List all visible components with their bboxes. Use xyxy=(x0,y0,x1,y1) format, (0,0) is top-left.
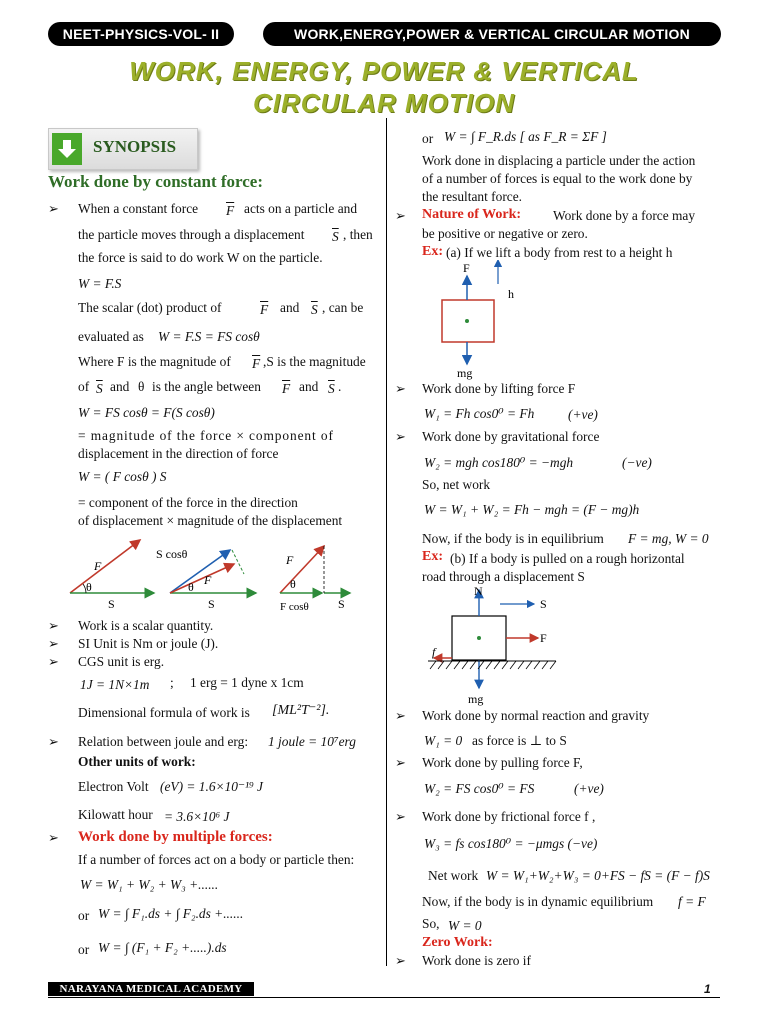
nature-of-work-text: Work done by a force may xyxy=(553,208,696,223)
para1-c: the particle moves through a displacement xyxy=(78,227,305,242)
bullet-arrow-icon: ➢ xyxy=(395,208,406,223)
bullet-arrow-icon: ➢ xyxy=(395,429,406,444)
lift-label-h: h xyxy=(508,287,514,301)
pulling-force-equation: W₂ = FS cos0⁰ = FS xyxy=(424,781,535,796)
header-chapter-label: WORK,ENERGY,POWER & VERTICAL CIRCULAR MOTION xyxy=(263,22,721,46)
para3-a: Where F is the magnitude of xyxy=(78,354,231,369)
para3-d: and xyxy=(110,379,130,394)
net-work-text: So, net work xyxy=(422,477,491,492)
kilowatt-hour-equation: = 3.6×10⁶ J xyxy=(164,809,230,824)
bullet-arrow-icon: ➢ xyxy=(48,201,59,216)
para1-d: , then xyxy=(343,227,373,242)
dynamic-equilibrium-text: Now, if the body is in dynamic equilibrium xyxy=(422,894,654,909)
footer-rule xyxy=(48,997,720,998)
para3-b: ,S is the magnitude xyxy=(263,354,366,369)
electron-volt-text: Electron Volt xyxy=(78,779,149,794)
bullet-arrow-icon: ➢ xyxy=(395,708,406,723)
diagram2-label-F: F xyxy=(204,573,212,587)
diagram3-label-theta: θ xyxy=(290,577,296,591)
diagram3-label-F: F xyxy=(286,553,294,567)
normal-reaction-tail: as force is ⊥ to S xyxy=(472,733,567,748)
example-a-text: (a) If we lift a body from rest to a height h xyxy=(446,245,673,260)
example-label-b: Ex: xyxy=(422,549,443,564)
diagram1-label-S: S xyxy=(108,597,115,611)
other-units-heading: Other units of work: xyxy=(78,754,196,769)
bullet-arrow-icon: ➢ xyxy=(48,654,59,669)
lifting-force-text: Work done by lifting force F xyxy=(422,381,576,396)
diagram2-label-theta: θ xyxy=(188,580,194,594)
lift-label-F: F xyxy=(463,261,470,275)
road-label-mg: mg xyxy=(468,692,484,706)
bullet-arrow-icon: ➢ xyxy=(48,830,59,845)
bullet-arrow-icon: ➢ xyxy=(48,734,59,749)
theta-symbol: θ xyxy=(138,379,145,394)
resultant-para-c: the resultant force. xyxy=(422,189,523,204)
dimension-text: Dimensional formula of work is xyxy=(78,705,250,720)
normal-reaction-text: Work done by normal reaction and gravity xyxy=(422,708,650,723)
para1-a: When a constant force xyxy=(78,201,199,216)
para3-g: and xyxy=(299,379,319,394)
diagram2-label-S: S xyxy=(208,597,215,611)
para1-b: acts on a particle and xyxy=(244,201,358,216)
so-text: So, xyxy=(422,916,440,931)
para2-c: , can be xyxy=(322,300,364,315)
para2-d: evaluated as xyxy=(78,329,144,344)
para4-b: displacement in the direction of force xyxy=(78,446,279,461)
road-label-N: N xyxy=(474,584,483,598)
bullet-arrow-icon: ➢ xyxy=(395,953,406,968)
diagram3-label-S: S xyxy=(338,597,345,611)
page-number: 1 xyxy=(704,982,711,996)
diagram2-label-scos: S cosθ xyxy=(156,547,188,561)
unit-separator: ; xyxy=(170,675,174,690)
net-work-2-text: Net work xyxy=(428,868,479,883)
para3-f: is the angle between xyxy=(152,379,261,394)
bullet-arrow-icon: ➢ xyxy=(395,381,406,396)
para2-b: and xyxy=(280,300,300,315)
diagram1-label-F: F xyxy=(94,559,102,573)
road-label-f: f xyxy=(432,645,436,659)
dimension-formula: [ML²T⁻²]. xyxy=(272,703,330,718)
equilibrium-equation: F = mg, W = 0 xyxy=(628,531,709,546)
footer-academy-label: NARAYANA MEDICAL ACADEMY xyxy=(48,982,254,996)
zero-work-text: Work done is zero if xyxy=(422,953,531,968)
bullet-arrow-icon: ➢ xyxy=(48,636,59,651)
gravitational-force-sign: (−ve) xyxy=(622,455,652,470)
joule-erg-relation: Relation between joule and erg: xyxy=(78,734,249,749)
vector-F-4: $\overline{F}$ xyxy=(282,381,291,396)
resultant-para-a: Work done in displacing a particle under the action xyxy=(422,153,696,168)
para1-e: the force is said to do work W on the particle. xyxy=(78,250,323,265)
gravitational-force-text: Work done by gravitational force xyxy=(422,429,600,444)
bullet-arrow-icon: ➢ xyxy=(395,809,406,824)
example-b-text: (b) If a body is pulled on a rough horizontal xyxy=(450,551,685,566)
road-label-F: F xyxy=(540,631,547,645)
nature-of-work-text-2: be positive or negative or zero. xyxy=(422,226,588,241)
para3-h: . xyxy=(338,379,342,394)
equation-integral-resultant: W = ∫ (F₁ + F₂ +.....).ds xyxy=(98,940,227,955)
vector-S-2: $\overline{S}$ xyxy=(311,302,318,317)
nature-of-work-heading: Nature of Work: xyxy=(422,207,522,222)
example-label-a: Ex: xyxy=(422,244,443,259)
resultant-work-equation: W = ∫ F_R.ds [ as F_R = ΣF ] xyxy=(444,129,607,144)
top-or: or xyxy=(422,131,434,146)
para5-b: of displacement × magnitude of the displacement xyxy=(78,513,343,528)
zero-work-heading: Zero Work: xyxy=(422,935,493,950)
lifting-body-diagram xyxy=(430,260,540,380)
kilowatt-hour-text: Kilowatt hour xyxy=(78,807,153,822)
vector-S-4: $\overline{S}$ xyxy=(328,381,335,396)
bullet-arrow-icon: ➢ xyxy=(48,618,59,633)
para2-a: The scalar (dot) product of xyxy=(78,300,222,315)
rough-road-diagram xyxy=(424,584,564,706)
joule-equation: 1J = 1N×1m xyxy=(80,677,150,692)
road-label-S: S xyxy=(540,597,547,611)
bullet-scalar: Work is a scalar quantity. xyxy=(78,618,214,633)
equilibrium-text: Now, if the body is in equilibrium xyxy=(422,531,604,546)
vector-F-2: $\overline{F}$ xyxy=(260,302,269,317)
or-label-1: or xyxy=(78,908,90,923)
heading-constant-force: Work done by constant force: xyxy=(48,172,264,191)
example-b-text-2: road through a displacement S xyxy=(422,569,585,584)
heading-multiple-forces: Work done by multiple forces: xyxy=(78,829,273,845)
para4-a: = magnitude of the force × component of xyxy=(78,428,334,443)
diagram1-label-theta: θ xyxy=(86,580,92,594)
equation-w-fs: W = F.S xyxy=(78,276,122,291)
or-label-2: or xyxy=(78,942,90,957)
vector-S: $\overline{S}$ xyxy=(332,229,339,244)
vector-S-3: $\overline{S}$ xyxy=(96,381,103,396)
page-title-line-2: CIRCULAR MOTION xyxy=(253,88,515,118)
dynamic-equilibrium-equation: f = F xyxy=(678,894,706,909)
joule-erg-equation: 1 joule = 10⁷erg xyxy=(268,734,356,749)
page-title-line-1: WORK, ENERGY, POWER & VERTICAL xyxy=(129,56,639,86)
para5-a: = component of the force in the direction xyxy=(78,495,298,510)
lifting-force-equation: W₁ = Fh cos0⁰ = Fh xyxy=(424,406,535,421)
electron-volt-equation: (eV) = 1.6×10⁻¹⁹ J xyxy=(160,779,263,794)
normal-reaction-equation: W₁ = 0 xyxy=(424,733,463,748)
net-work-2-equation: W = W₁+W₂+W₃ = 0+FS − fS = (F − f)S xyxy=(486,868,710,883)
net-work-equation: W = W₁ + W₂ = Fh − mgh = (F − mg)h xyxy=(424,502,640,517)
header-volume-label: NEET-PHYSICS-VOL- II xyxy=(48,22,234,46)
pulling-force-sign: (+ve) xyxy=(574,781,604,796)
synopsis-label: SYNOPSIS xyxy=(93,137,177,156)
so-equation: W = 0 xyxy=(448,918,482,933)
lift-label-mg: mg xyxy=(457,366,473,380)
bullet-si-unit: SI Unit is Nm or joule (J). xyxy=(78,636,219,651)
vector-F: $\overline{F}$ xyxy=(226,203,235,218)
multiple-forces-intro: If a number of forces act on a body or particle then: xyxy=(78,852,355,867)
lifting-force-sign: (+ve) xyxy=(568,407,598,422)
equation-w-fs-cos-2: W = FS cosθ = F(S cosθ) xyxy=(78,405,215,420)
equation-integral-sum: W = ∫ F₁.ds + ∫ F₂.ds +...... xyxy=(98,906,244,921)
bullet-arrow-icon: ➢ xyxy=(395,755,406,770)
gravitational-force-equation: W₂ = mgh cos180⁰ = −mgh xyxy=(424,455,574,470)
diagram3-label-fcos: F cosθ xyxy=(280,601,309,613)
frictional-force-equation: W₃ = fs cos180⁰ = −μmgs (−ve) xyxy=(424,836,598,851)
erg-equation: 1 erg = 1 dyne x 1cm xyxy=(190,675,304,690)
frictional-force-text: Work done by frictional force f , xyxy=(422,809,596,824)
equation-sum-work: W = W₁ + W₂ + W₃ +...... xyxy=(80,877,219,892)
bullet-cgs-unit: CGS unit is erg. xyxy=(78,654,165,669)
equation-w-fcos-s: W = ( F cosθ ) S xyxy=(78,469,167,484)
pulling-force-text: Work done by pulling force F, xyxy=(422,755,583,770)
para3-c: of xyxy=(78,379,90,394)
resultant-para-b: of a number of forces is equal to the work done by xyxy=(422,171,693,186)
vector-F-3: $\overline{F}$ xyxy=(252,356,261,371)
equation-w-fs-cos: W = F.S = FS cosθ xyxy=(158,329,260,344)
